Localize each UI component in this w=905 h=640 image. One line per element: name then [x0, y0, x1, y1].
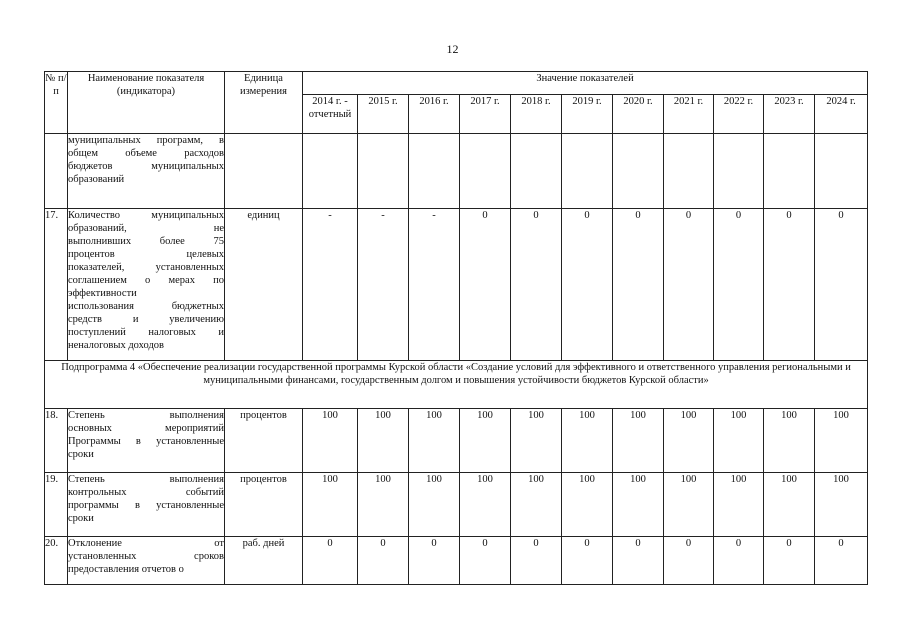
year-header: 2021 г.	[664, 95, 714, 134]
value-cell: 100	[613, 473, 664, 537]
indicator-name-line: неналоговых доходов	[68, 340, 165, 351]
value-cell: -	[303, 209, 358, 361]
indicator-name	[68, 209, 225, 361]
value-cell: 100	[764, 473, 815, 537]
value-cell	[764, 134, 815, 209]
value-cell: 100	[409, 473, 460, 537]
year-header: 2018 г.	[511, 95, 562, 134]
value-cell	[511, 134, 562, 209]
value-cell: 0	[613, 209, 664, 361]
value-cell: 100	[303, 409, 358, 473]
value-cell: 100	[511, 409, 562, 473]
indicator-name	[68, 537, 225, 585]
subprogram-title: Подпрограмма 4 «Обеспечение реализации государственной программы Курской области «Создание условий для эффективного и ответственного управления региональными и муниципальными финансами, государственным долгом и повышения устойчивости бюджетов Курской области»	[45, 361, 868, 409]
value-cell	[714, 134, 764, 209]
header-num: № п/п	[45, 72, 68, 134]
header-unit: Единица измерения	[225, 72, 303, 134]
value-cell: -	[358, 209, 409, 361]
value-cell: 100	[460, 473, 511, 537]
row-number: 18.	[45, 409, 68, 473]
value-cell: 0	[409, 537, 460, 585]
indicator-name	[68, 409, 225, 473]
year-header: 2024 г.	[815, 95, 868, 134]
value-cell: 100	[613, 409, 664, 473]
unit-cell: процентов	[225, 473, 303, 537]
value-cell: 100	[714, 409, 764, 473]
value-cell: 100	[562, 473, 613, 537]
value-cell: 0	[714, 209, 764, 361]
indicator-name-line: Отклонение от	[68, 538, 224, 549]
indicator-name-line: Программы в установленные	[68, 436, 224, 447]
value-cell: 0	[562, 209, 613, 361]
indicator-name-line: показателей, установленных	[68, 262, 224, 273]
year-header: 2019 г.	[562, 95, 613, 134]
value-cell: 0	[714, 537, 764, 585]
unit-cell: единиц	[225, 209, 303, 361]
indicator-name-line: использования бюджетных	[68, 301, 224, 312]
indicator-name-line: образований, не	[68, 223, 224, 234]
value-cell: 0	[664, 537, 714, 585]
unit-cell: раб. дней	[225, 537, 303, 585]
indicator-name-line: средств и увеличению	[68, 314, 224, 325]
value-cell: 0	[460, 209, 511, 361]
value-cell: 100	[764, 409, 815, 473]
indicator-name-line: общем объеме расходов	[68, 148, 224, 159]
value-cell: 100	[664, 473, 714, 537]
value-cell	[409, 134, 460, 209]
value-cell: 100	[303, 473, 358, 537]
value-cell: 100	[714, 473, 764, 537]
value-cell	[358, 134, 409, 209]
indicator-name-line: процентов целевых	[68, 249, 224, 260]
indicator-name-line: образований	[68, 174, 125, 185]
table-row	[45, 134, 868, 209]
indicator-name-line: эффективности	[68, 288, 137, 299]
value-cell: 0	[358, 537, 409, 585]
value-cell: -	[409, 209, 460, 361]
value-cell: 0	[613, 537, 664, 585]
value-cell: 0	[562, 537, 613, 585]
indicator-name-line: сроки	[68, 449, 94, 460]
value-cell: 100	[358, 409, 409, 473]
value-cell: 0	[815, 537, 868, 585]
value-cell: 100	[664, 409, 714, 473]
value-cell: 0	[511, 537, 562, 585]
unit-cell: процентов	[225, 409, 303, 473]
year-header: 2020 г.	[613, 95, 664, 134]
row-number: 17.	[45, 209, 68, 361]
indicator-name-line: контрольных событий	[68, 487, 224, 498]
indicator-name-line: поступлений налоговых и	[68, 327, 224, 338]
indicator-name-line: Степень выполнения	[68, 410, 224, 421]
value-cell	[815, 134, 868, 209]
indicator-name-line: муниципальных программ, в	[68, 135, 224, 146]
value-cell: 100	[460, 409, 511, 473]
page-number: 12	[446, 42, 459, 56]
indicators-table	[44, 71, 868, 585]
indicator-name-line: сроки	[68, 513, 94, 524]
value-cell: 0	[303, 537, 358, 585]
year-header: 2022 г.	[714, 95, 764, 134]
year-header: 2023 г.	[764, 95, 815, 134]
table-row	[45, 209, 868, 361]
value-cell: 100	[815, 409, 868, 473]
indicator-name-line: установленных сроков	[68, 551, 224, 562]
row-number: 19.	[45, 473, 68, 537]
year-header: 2017 г.	[460, 95, 511, 134]
table-body	[45, 134, 868, 585]
indicator-name-line: выполнивших более 75	[68, 236, 224, 247]
row-number: 20.	[45, 537, 68, 585]
header-values: Значение показателей	[303, 72, 868, 95]
value-cell: 0	[460, 537, 511, 585]
year-header: 2014 г. - отчетный	[303, 95, 358, 134]
header-name: Наименование показателя (индикатора)	[68, 72, 225, 134]
value-cell: 0	[764, 209, 815, 361]
value-cell	[613, 134, 664, 209]
value-cell	[664, 134, 714, 209]
indicator-name	[68, 134, 225, 209]
indicator-name-line: предоставления отчетов о	[68, 564, 184, 575]
table-row	[45, 473, 868, 537]
indicator-name-line: соглашением о мерах по	[68, 275, 224, 286]
value-cell: 100	[358, 473, 409, 537]
table-row	[45, 409, 868, 473]
value-cell	[460, 134, 511, 209]
value-cell: 100	[562, 409, 613, 473]
value-cell: 100	[409, 409, 460, 473]
row-number	[45, 134, 68, 209]
table-row	[45, 537, 868, 585]
unit-cell	[225, 134, 303, 209]
table-header	[45, 72, 868, 134]
value-cell: 0	[664, 209, 714, 361]
indicator-name-line: Степень выполнения	[68, 474, 224, 485]
value-cell	[562, 134, 613, 209]
value-cell: 0	[815, 209, 868, 361]
value-cell: 0	[764, 537, 815, 585]
year-header: 2016 г.	[409, 95, 460, 134]
value-cell: 0	[511, 209, 562, 361]
indicator-name-line: бюджетов муниципальных	[68, 161, 224, 172]
value-cell	[303, 134, 358, 209]
indicator-name-line: программы в установленные	[68, 500, 224, 511]
indicator-name	[68, 473, 225, 537]
year-header: 2015 г.	[358, 95, 409, 134]
indicator-name-line: Количество муниципальных	[68, 210, 224, 221]
subprogram-row	[45, 361, 868, 409]
indicator-name-line: основных мероприятий	[68, 423, 224, 434]
value-cell: 100	[815, 473, 868, 537]
value-cell: 100	[511, 473, 562, 537]
